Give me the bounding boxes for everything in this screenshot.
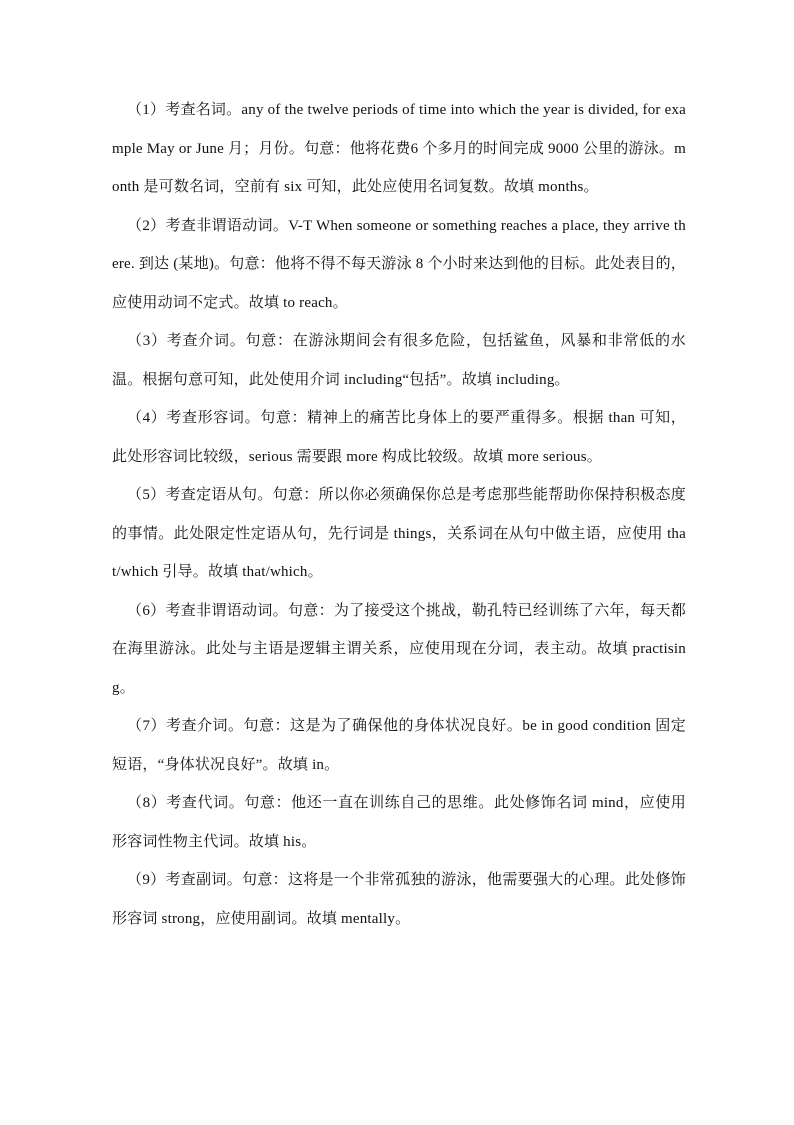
explanation-paragraph-3: （3）考查介词。句意：在游泳期间会有很多危险，包括鲨鱼，风暴和非常低的水温。根据句意可知，此处使用介词 including“包括”。故填 including。 <box>112 333 686 388</box>
explanation-paragraph-2: （2）考查非谓语动词。V-T When someone or something reaches a place, they arrive there. 到达 (某地)。句意：他将不得不每天游泳 8 个小时来达到他的目标。此处表目的，应使用动词不定式。故填 to reach。 <box>112 217 686 311</box>
explanation-paragraph-7: （7）考查介词。句意：这是为了确保他的身体状况良好。be in good condition 固定短语，“身体状况良好”。故填 in。 <box>112 718 686 773</box>
explanation-paragraph-5: （5）考查定语从句。句意：所以你必须确保你总是考虑那些能帮助你保持积极态度的事情。此处限定性定语从句，先行词是 things，关系词在从句中做主语，应使用 that/which 引导。故填 that/which。 <box>112 487 686 580</box>
explanation-paragraph-9: （9）考查副词。句意：这将是一个非常孤独的游泳，他需要强大的心理。此处修饰形容词 strong，应使用副词。故填 mentally。 <box>112 872 686 927</box>
explanation-paragraph-4: （4）考查形容词。句意：精神上的痛苦比身体上的要严重得多。根据 than 可知，此处形容词比较级，serious 需要跟 more 构成比较级。故填 more serious。 <box>112 410 686 465</box>
explanation-paragraph-8: （8）考查代词。句意：他还一直在训练自己的思维。此处修饰名词 mind，应使用形容词性物主代词。故填 his。 <box>112 795 686 850</box>
explanation-paragraph-1: （1）考查名词。any of the twelve periods of time into which the year is divided, for example May or June 月；月份。句意：他将花费6 个多月的时间完成 9000 公里的游泳。month 是可数名词，空前有 six 可知，此处应使用名词复数。故填 months。 <box>112 102 686 195</box>
explanation-paragraph-6: （6）考查非谓语动词。句意：为了接受这个挑战，勒孔特已经训练了六年，每天都在海里游泳。此处与主语是逻辑主谓关系，应使用现在分词，表主动。故填 practising。 <box>112 602 686 696</box>
answer-explanations <box>112 91 686 938</box>
